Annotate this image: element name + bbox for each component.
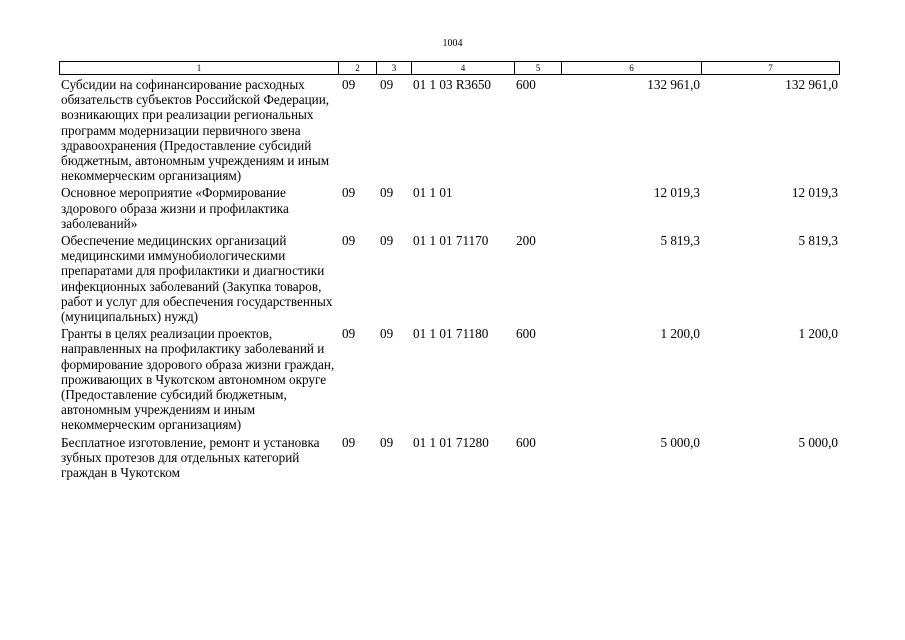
header-col-1: 1 [60, 62, 339, 75]
row-amount-col7: 12 019,3 [791, 185, 838, 201]
row-target-code: 01 1 01 71180 [413, 326, 489, 342]
header-col-2: 2 [339, 62, 377, 75]
row-target-code: 01 1 01 71170 [413, 233, 489, 249]
row-section: 09 [342, 434, 356, 450]
row-expense-type: 600 [516, 77, 536, 92]
row-amount-col6: 1 200,0 [660, 326, 700, 342]
row-subsection: 09 [380, 434, 394, 450]
row-section: 09 [342, 233, 356, 249]
row-name: Основное мероприятие «Формирование здорового образа жизни и профилактика заболеваний» [61, 185, 289, 231]
header-col-5: 5 [515, 62, 562, 75]
row-amount-col6: 132 961,0 [647, 77, 700, 92]
row-expense-type [514, 185, 561, 233]
row-section: 09 [342, 185, 356, 201]
row-name: Обеспечение медицинских организаций медицинскими иммунобиологическими препаратами для профилактики и диагностики инфекционных заболеваний (Закупка товаров, работ и услуг для обеспечения государственных (муниципальных) нужд) [61, 233, 333, 325]
row-subsection: 09 [380, 233, 394, 249]
row-section: 09 [342, 77, 356, 92]
row-amount-col6: 5 000,0 [660, 434, 700, 450]
page-number: 1004 [442, 38, 463, 49]
row-subsection: 09 [380, 326, 394, 342]
row-expense-type: 600 [516, 434, 536, 450]
table-row [59, 185, 839, 233]
column-number-header [59, 61, 840, 75]
header-col-4: 4 [412, 62, 515, 75]
row-target-code: 01 1 03 R3650 [413, 77, 492, 92]
row-amount-col6: 12 019,3 [653, 185, 700, 201]
row-target-code: 01 1 01 [413, 185, 453, 201]
header-row [60, 62, 840, 75]
row-amount-col6: 5 819,3 [660, 233, 700, 249]
row-name: Бесплатное изготовление, ремонт и установка зубных протезов для отдельных категорий граждан в Чукотском [61, 434, 320, 481]
row-section: 09 [342, 326, 356, 342]
row-subsection: 09 [380, 185, 394, 201]
row-expense-type: 600 [516, 326, 536, 342]
table-row [59, 233, 839, 326]
table-row [59, 435, 839, 483]
row-amount-col7: 1 200,0 [798, 326, 838, 342]
row-target-code: 01 1 01 71280 [413, 434, 489, 450]
row-name: Гранты в целях реализации проектов, направленных на профилактику заболеваний и формирование здорового образа жизни граждан, проживающих в Чукотском автономном округе (Предоставление субсидий бюджетным, автономным учреждениям и иным некоммерческим организациям) [61, 326, 335, 433]
table-row [59, 77, 839, 185]
row-name: Субсидии на софинансирование расходных обязательств субъектов Российской Федерации, возникающих при реализации региональных программ модернизации первичного звена здравоохранения (Предоставление субсидий бюджетным, автономным учреждениям и иным некоммерческим организациям) [61, 77, 330, 184]
row-expense-type: 200 [516, 233, 536, 249]
header-col-6: 6 [562, 62, 702, 75]
header-col-3: 3 [377, 62, 412, 75]
row-amount-col7: 132 961,0 [785, 77, 838, 92]
header-col-7: 7 [702, 62, 840, 75]
row-subsection: 09 [380, 77, 394, 92]
table-row [59, 326, 839, 434]
row-amount-col7: 5 819,3 [798, 233, 838, 249]
budget-table [59, 77, 839, 482]
row-amount-col7: 5 000,0 [798, 434, 838, 450]
